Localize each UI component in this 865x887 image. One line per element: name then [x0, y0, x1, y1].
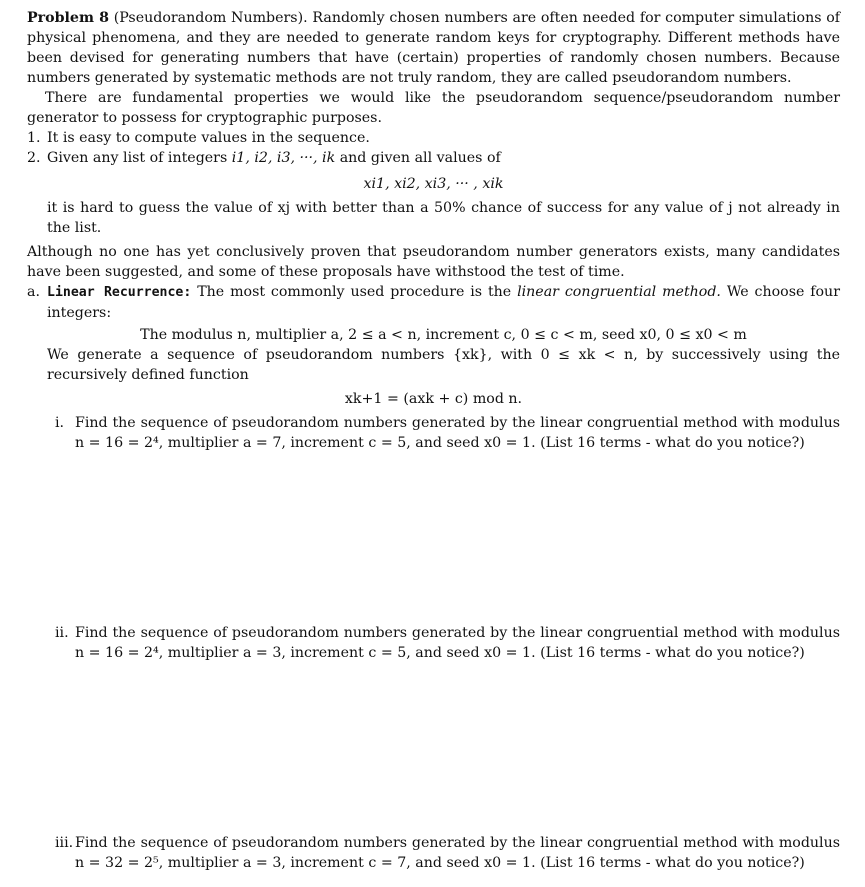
method-name: linear congruential method.	[517, 284, 721, 300]
property-item-1	[27, 128, 840, 148]
intro-text: Randomly chosen numbers are often needed for computer simulations of physical phenomena, and they are needed to generate random keys for cryptography. Different methods have been devised for generating numbers that have (certain) properties of randomly chosen numbers. Because numbers generated by systematic methods are not truly random, they are called pseudorandom numbers.	[27, 10, 841, 86]
property-number: 1.	[27, 130, 41, 146]
part-label: a.	[27, 284, 40, 300]
property-text: It is easy to compute values in the sequence.	[47, 130, 370, 146]
property-text-b: and given all values of	[339, 150, 501, 166]
question-iii	[27, 833, 840, 873]
problem-subtitle: (Pseudorandom Numbers).	[113, 10, 308, 26]
property-continuation: it is hard to guess the value of xj with better than a 50% chance of success for any value of j not already in the list.	[47, 200, 840, 236]
property-number: 2.	[27, 150, 41, 166]
question-text: Find the sequence of pseudorandom numbers generated by the linear congruential method with modulus n = 16 = 2⁴, multiplier a = 7, increment c = 5, and seed x0 = 1. (List 16 terms - what do you notice?)	[75, 415, 840, 451]
question-number: iii.	[55, 835, 74, 851]
document-page	[27, 8, 840, 873]
part-text-a: The most commonly used procedure is the	[197, 284, 512, 300]
conclusion-paragraph: Although no one has yet conclusively proven that pseudorandom number generators exists, many candidates have been suggested, and some of these proposals have withstood the test of time.	[27, 244, 840, 280]
question-text: Find the sequence of pseudorandom numbers generated by the linear congruential method with modulus n = 16 = 2⁴, multiplier a = 3, increment c = 5, and seed x0 = 1. (List 16 terms - what do you notice?)	[75, 625, 840, 661]
question-number: i.	[55, 415, 65, 431]
part-a	[27, 282, 840, 323]
property-text-a: Given any list of integers	[47, 150, 228, 166]
part-heading: Linear Recurrence:	[47, 285, 192, 300]
question-number: ii.	[55, 625, 69, 641]
problem-title: Problem 8	[27, 10, 109, 26]
question-text: Find the sequence of pseudorandom numbers generated by the linear congruential method with modulus n = 32 = 2⁵, multiplier a = 3, increment c = 7, and seed x0 = 1. (List 16 terms - what do you notice?)	[75, 835, 840, 871]
index-list: i1, i2, i3, ···, ik	[231, 150, 336, 166]
sequence-description: We generate a sequence of pseudorandom numbers {xk}, with 0 ≤ xk < n, by successively using the recursively defined function	[47, 347, 840, 383]
question-ii	[27, 623, 840, 663]
property-item-2	[27, 148, 840, 168]
problem-paragraph	[27, 8, 840, 88]
values-list-equation: xi1, xi2, xi3, ··· , xik	[363, 176, 504, 192]
part-text-b: We choose four integers:	[47, 284, 840, 321]
recurrence-equation: xk+1 = (axk + c) mod n.	[344, 391, 523, 407]
properties-intro: There are fundamental properties we would like the pseudorandom sequence/pseudorandom number generator to possess for cryptographic purposes.	[27, 90, 840, 126]
answer-space	[27, 453, 840, 623]
parameters-line: The modulus n, multiplier a, 2 ≤ a < n, increment c, 0 ≤ c < m, seed x0, 0 ≤ x0 < m	[140, 327, 747, 343]
question-i	[27, 413, 840, 453]
answer-space	[27, 663, 840, 833]
